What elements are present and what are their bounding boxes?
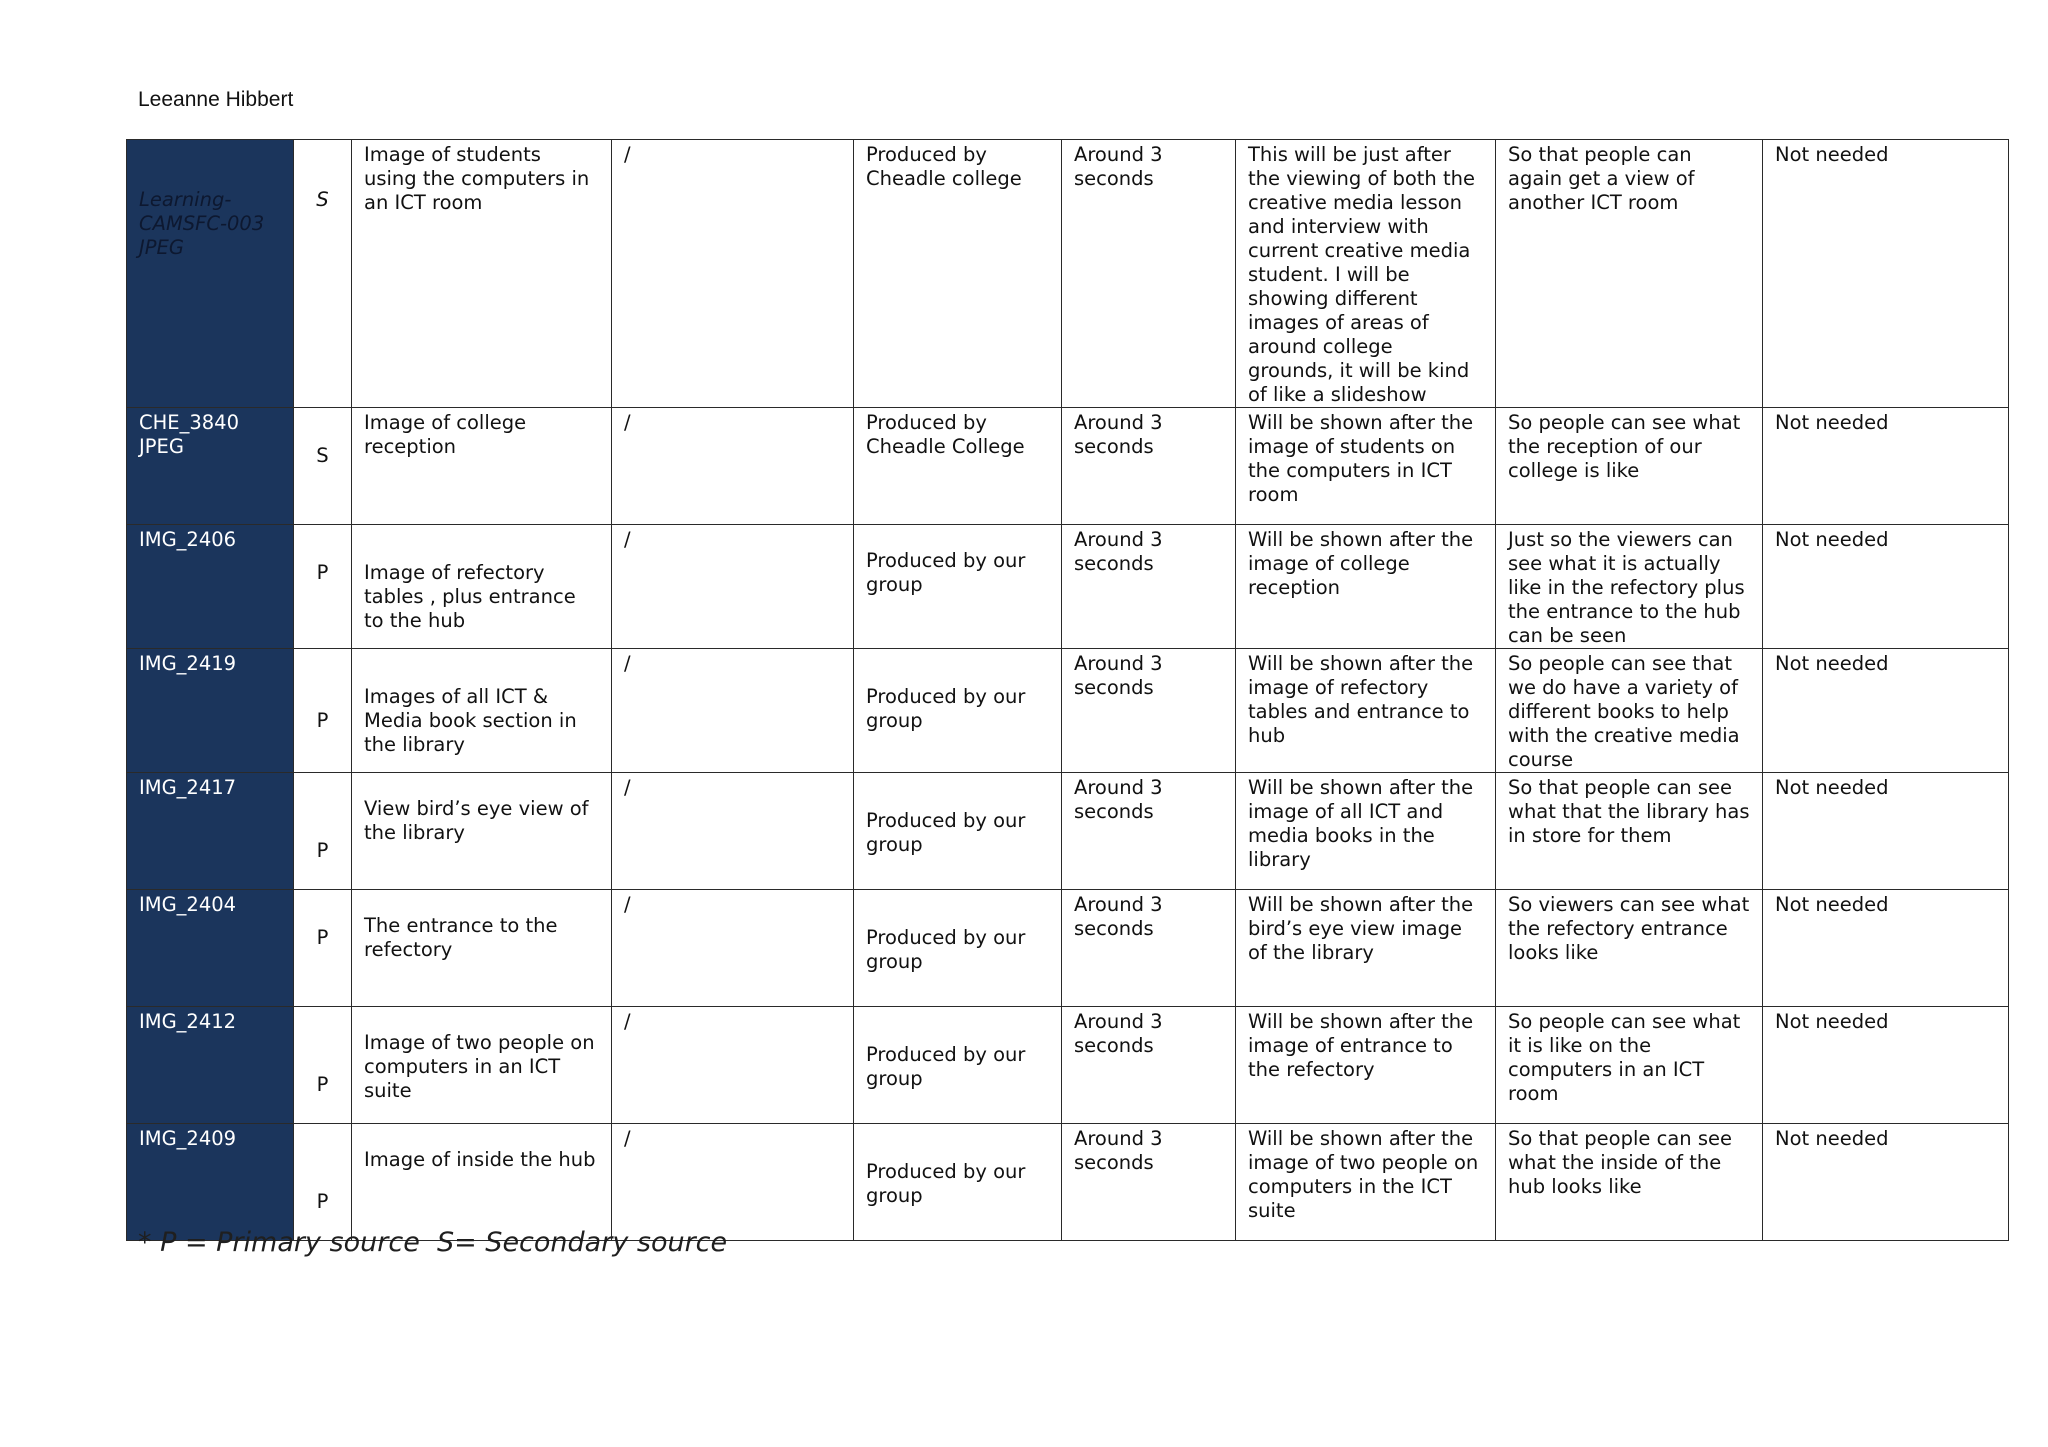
source-id-cell: IMG_2409 <box>127 1124 294 1241</box>
reason-cell: So viewers can see what the refectory entrance looks like <box>1496 890 1763 1007</box>
duration-cell: Around 3 seconds <box>1062 890 1236 1007</box>
permission-cell: Not needed <box>1763 890 2009 1007</box>
source-id-cell: CHE_3840 JPEG <box>127 408 294 525</box>
reason-cell: So people can see what the reception of our college is like <box>1496 408 1763 525</box>
table-row <box>127 890 2009 1007</box>
table-row <box>127 1124 2009 1241</box>
source-type-cell: P <box>294 773 352 890</box>
source-type-cell: P <box>294 525 352 649</box>
source-id-cell: IMG_2412 <box>127 1007 294 1124</box>
source-id-cell: IMG_2404 <box>127 890 294 1007</box>
producer-cell: Produced by Cheadle college <box>854 140 1062 408</box>
source-id-cell: IMG_2406 <box>127 525 294 649</box>
description-cell: Image of college reception <box>352 408 612 525</box>
reason-cell: So people can see that we do have a variety of different books to help with the creative media course <box>1496 649 1763 773</box>
description-cell: View bird’s eye view of the library <box>352 773 612 890</box>
producer-cell: Produced by Cheadle College <box>854 408 1062 525</box>
duration-cell: Around 3 seconds <box>1062 773 1236 890</box>
duration-cell: Around 3 seconds <box>1062 408 1236 525</box>
reason-cell: Just so the viewers can see what it is actually like in the refectory plus the entrance to the hub can be seen <box>1496 525 1763 649</box>
producer-cell: Produced by our group <box>854 1007 1062 1124</box>
duration-cell: Around 3 seconds <box>1062 1007 1236 1124</box>
usage-cell: / <box>612 649 854 773</box>
description-cell: Images of all ICT & Media book section in the library <box>352 649 612 773</box>
placement-cell: Will be shown after the image of college reception <box>1236 525 1496 649</box>
permission-cell: Not needed <box>1763 1124 2009 1241</box>
author-name: Leeanne Hibbert <box>138 88 294 111</box>
placement-cell: Will be shown after the image of entrance to the refectory <box>1236 1007 1496 1124</box>
placement-cell: Will be shown after the bird’s eye view image of the library <box>1236 890 1496 1007</box>
source-id-cell: IMG_2417 <box>127 773 294 890</box>
permission-cell: Not needed <box>1763 649 2009 773</box>
producer-cell: Produced by our group <box>854 773 1062 890</box>
sources-table <box>126 139 2009 1241</box>
producer-cell: Produced by our group <box>854 1124 1062 1241</box>
producer-cell: Produced by our group <box>854 525 1062 649</box>
placement-cell: Will be shown after the image of all ICT and media books in the library <box>1236 773 1496 890</box>
description-cell: Image of students using the computers in an ICT room <box>352 140 612 408</box>
table-row <box>127 1007 2009 1124</box>
reason-cell: So that people can see what that the library has in store for them <box>1496 773 1763 890</box>
source-id-cell: Learning-CAMSFC-003 JPEG <box>127 140 294 408</box>
usage-cell: / <box>612 525 854 649</box>
duration-cell: Around 3 seconds <box>1062 525 1236 649</box>
usage-cell: / <box>612 1124 854 1241</box>
permission-cell: Not needed <box>1763 525 2009 649</box>
reason-cell: So that people can see what the inside of the hub looks like <box>1496 1124 1763 1241</box>
table-row <box>127 408 2009 525</box>
table-row <box>127 525 2009 649</box>
source-type-cell: P <box>294 1007 352 1124</box>
table-row <box>127 773 2009 890</box>
table-row <box>127 649 2009 773</box>
permission-cell: Not needed <box>1763 773 2009 890</box>
source-type-cell: P <box>294 649 352 773</box>
usage-cell: / <box>612 408 854 525</box>
producer-cell: Produced by our group <box>854 649 1062 773</box>
source-type-cell: P <box>294 890 352 1007</box>
description-cell: Image of two people on computers in an ICT suite <box>352 1007 612 1124</box>
producer-cell: Produced by our group <box>854 890 1062 1007</box>
duration-cell: Around 3 seconds <box>1062 140 1236 408</box>
permission-cell: Not needed <box>1763 408 2009 525</box>
usage-cell: / <box>612 140 854 408</box>
usage-cell: / <box>612 773 854 890</box>
placement-cell: Will be shown after the image of refectory tables and entrance to hub <box>1236 649 1496 773</box>
placement-cell: This will be just after the viewing of both the creative media lesson and interview with current creative media student. I will be showing different images of areas of around college grounds, it will be kind of like a slideshow <box>1236 140 1496 408</box>
table-body <box>127 140 2009 1241</box>
usage-cell: / <box>612 1007 854 1124</box>
source-type-cell: S <box>294 408 352 525</box>
duration-cell: Around 3 seconds <box>1062 649 1236 773</box>
source-key-footnote: * P = Primary source S= Secondary source <box>138 1227 728 1258</box>
placement-cell: Will be shown after the image of two people on computers in the ICT suite <box>1236 1124 1496 1241</box>
source-id-cell: IMG_2419 <box>127 649 294 773</box>
usage-cell: / <box>612 890 854 1007</box>
description-cell: Image of refectory tables , plus entrance to the hub <box>352 525 612 649</box>
table-row <box>127 140 2009 408</box>
reason-cell: So people can see what it is like on the computers in an ICT room <box>1496 1007 1763 1124</box>
permission-cell: Not needed <box>1763 1007 2009 1124</box>
source-type-cell: P <box>294 1124 352 1241</box>
source-type-cell: S <box>294 140 352 408</box>
placement-cell: Will be shown after the image of students on the computers in ICT room <box>1236 408 1496 525</box>
description-cell: The entrance to the refectory <box>352 890 612 1007</box>
description-cell: Image of inside the hub <box>352 1124 612 1241</box>
duration-cell: Around 3 seconds <box>1062 1124 1236 1241</box>
permission-cell: Not needed <box>1763 140 2009 408</box>
reason-cell: So that people can again get a view of another ICT room <box>1496 140 1763 408</box>
